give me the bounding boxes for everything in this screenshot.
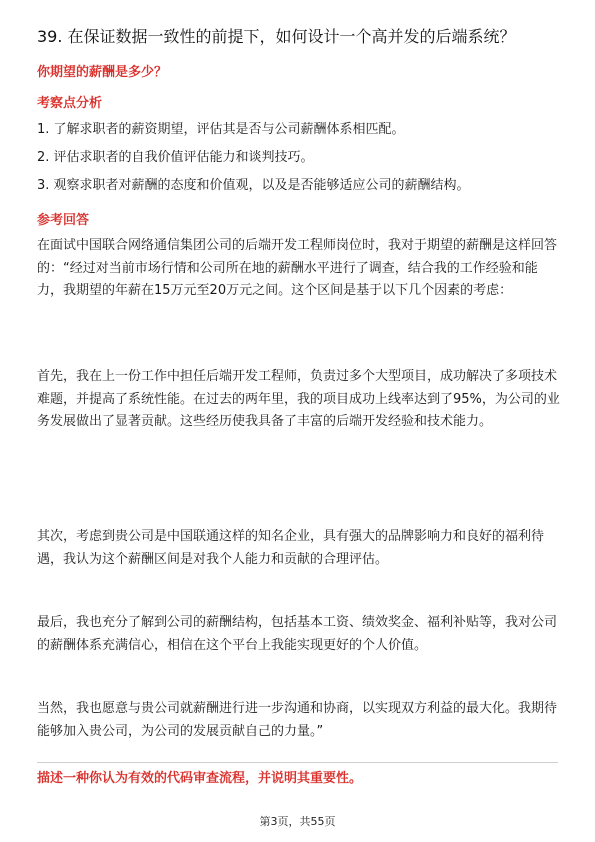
answer-heading: 参考回答: [37, 213, 90, 228]
answer-paragraph: 最后，我也充分了解到公司的薪酬结构，包括基本工资、绩效奖金、福利补贴等，我对公司的薪酬体系充满信心，相信在这个平台上我能实现更好的个人价值。: [37, 615, 558, 653]
analysis-item: 2. 评估求职者的自我价值评估能力和谈判技巧。: [37, 150, 314, 165]
question-title: 39. 在保证数据一致性的前提下，如何设计一个高并发的后端系统？: [37, 27, 516, 46]
analysis-heading: 考察点分析: [37, 96, 103, 111]
salary-question-heading: 你期望的薪酬是多少？: [37, 65, 168, 80]
analysis-item: 3. 观察求职者对薪酬的态度和价值观，以及是否能够适应公司的薪酬结构。: [37, 178, 470, 193]
answer-paragraph: 首先，我在上一份工作中担任后端开发工程师，负责过多个大型项目，成功解决了多项技术难题，并提高了系统性能。在过去的两年里，我的项目成功上线率达到了95%，为公司的业务发展做出了显著贡献。这些经历使我具备了丰富的后端开发经验和技术能力。: [37, 369, 560, 429]
section-divider: [37, 762, 558, 763]
next-question-heading: 描述一种你认为有效的代码审查流程，并说明其重要性。: [37, 771, 363, 786]
answer-paragraph: 在面试中国联合网络通信集团公司的后端开发工程师岗位时，我对于期望的薪酬是这样回答的：“经过对当前市场行情和公司所在地的薪酬水平进行了调查，结合我的工作经验和能力，我期望的年薪在15万元至20万元之间。这个区间是基于以下几个因素的考虑：: [37, 238, 558, 298]
page-number: 第3页，共55页: [259, 815, 336, 828]
analysis-item: 1. 了解求职者的薪资期望，评估其是否与公司薪酬体系相匹配。: [37, 122, 405, 137]
answer-paragraph: 当然，我也愿意与贵公司就薪酬进行进一步沟通和协商，以实现双方利益的最大化。我期待能够加入贵公司，为公司的发展贡献自己的力量。”: [37, 701, 558, 739]
answer-paragraph: 其次，考虑到贵公司是中国联通这样的知名企业，具有强大的品牌影响力和良好的福利待遇，我认为这个薪酬区间是对我个人能力和贡献的合理评估。: [37, 529, 545, 567]
